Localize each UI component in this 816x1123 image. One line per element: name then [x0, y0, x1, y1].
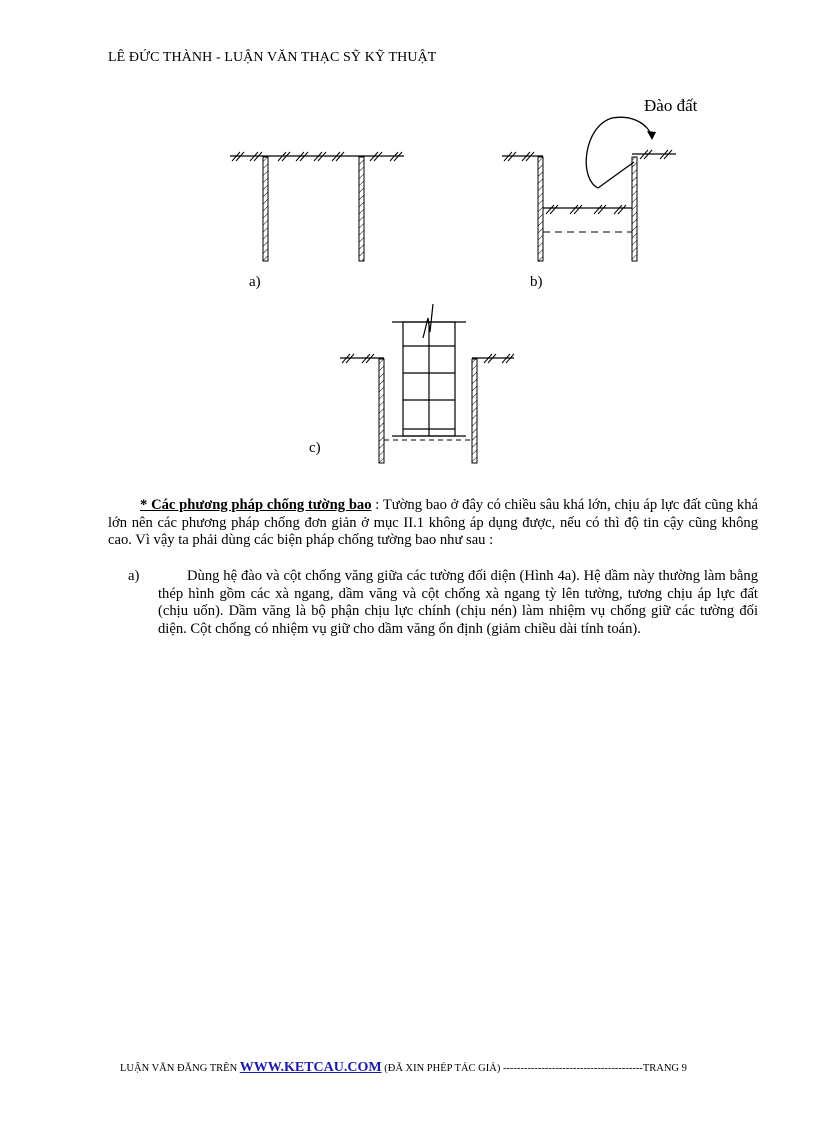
- diagram-b: [502, 117, 676, 261]
- excavation-figure: [0, 0, 816, 480]
- diagram-a: [230, 152, 404, 261]
- caption-b: b): [530, 274, 543, 290]
- intro-text: Tường bao ở đây có chiều sâu khá lớn, chịu áp lực đất cũng khá lớn nên các phương pháp chống đơn giản ở mục II.1 không áp dụng được, nếu có thì độ tin cậy cũng không cao. Vì vậy ta phải dùng các biện pháp chống tường bao như sau :: [108, 497, 758, 548]
- site-link[interactable]: WWW.KETCAU.COM: [239, 1060, 382, 1075]
- caption-a: a): [249, 274, 261, 290]
- caption-c: c): [309, 440, 321, 456]
- page-header: LÊ ĐỨC THÀNH - LUẬN VĂN THẠC SỸ KỸ THUẬT: [108, 50, 437, 65]
- page-footer: [120, 1060, 687, 1076]
- page-number: TRANG 9: [642, 1063, 687, 1074]
- list-item: [128, 568, 758, 638]
- footer-prefix: LUẬN VĂN ĐĂNG TRÊN: [120, 1063, 238, 1074]
- dig-label: Đào đất: [644, 96, 698, 115]
- list-item-text: Dùng hệ đào và cột chống văng giữa các tường đối diện (Hình 4a). Hệ dầm này thường làm bằng thép hình gồm các xà ngang, dầm văng và cột chống xà ngang tỳ lên tường, tương chịu áp lực đất (chịu uốn). Dầm văng là bộ phận chịu lực chính (chịu nén) làm nhiệm vụ chống giữ các tường đối diện. Cột chống có nhiệm vụ giữ cho dầm văng ổn định (giảm chiều dài tính toán).: [158, 568, 758, 637]
- intro-paragraph: [108, 497, 758, 550]
- footer-suffix: (ĐÃ XIN PHÉP TÁC GIẢ) ----------------------------------------: [384, 1063, 643, 1074]
- diagram-c: [340, 304, 514, 463]
- list-marker: a): [128, 568, 140, 584]
- section-heading: * Các phương pháp chống tường bao: [140, 497, 372, 513]
- heading-separator: :: [371, 497, 383, 513]
